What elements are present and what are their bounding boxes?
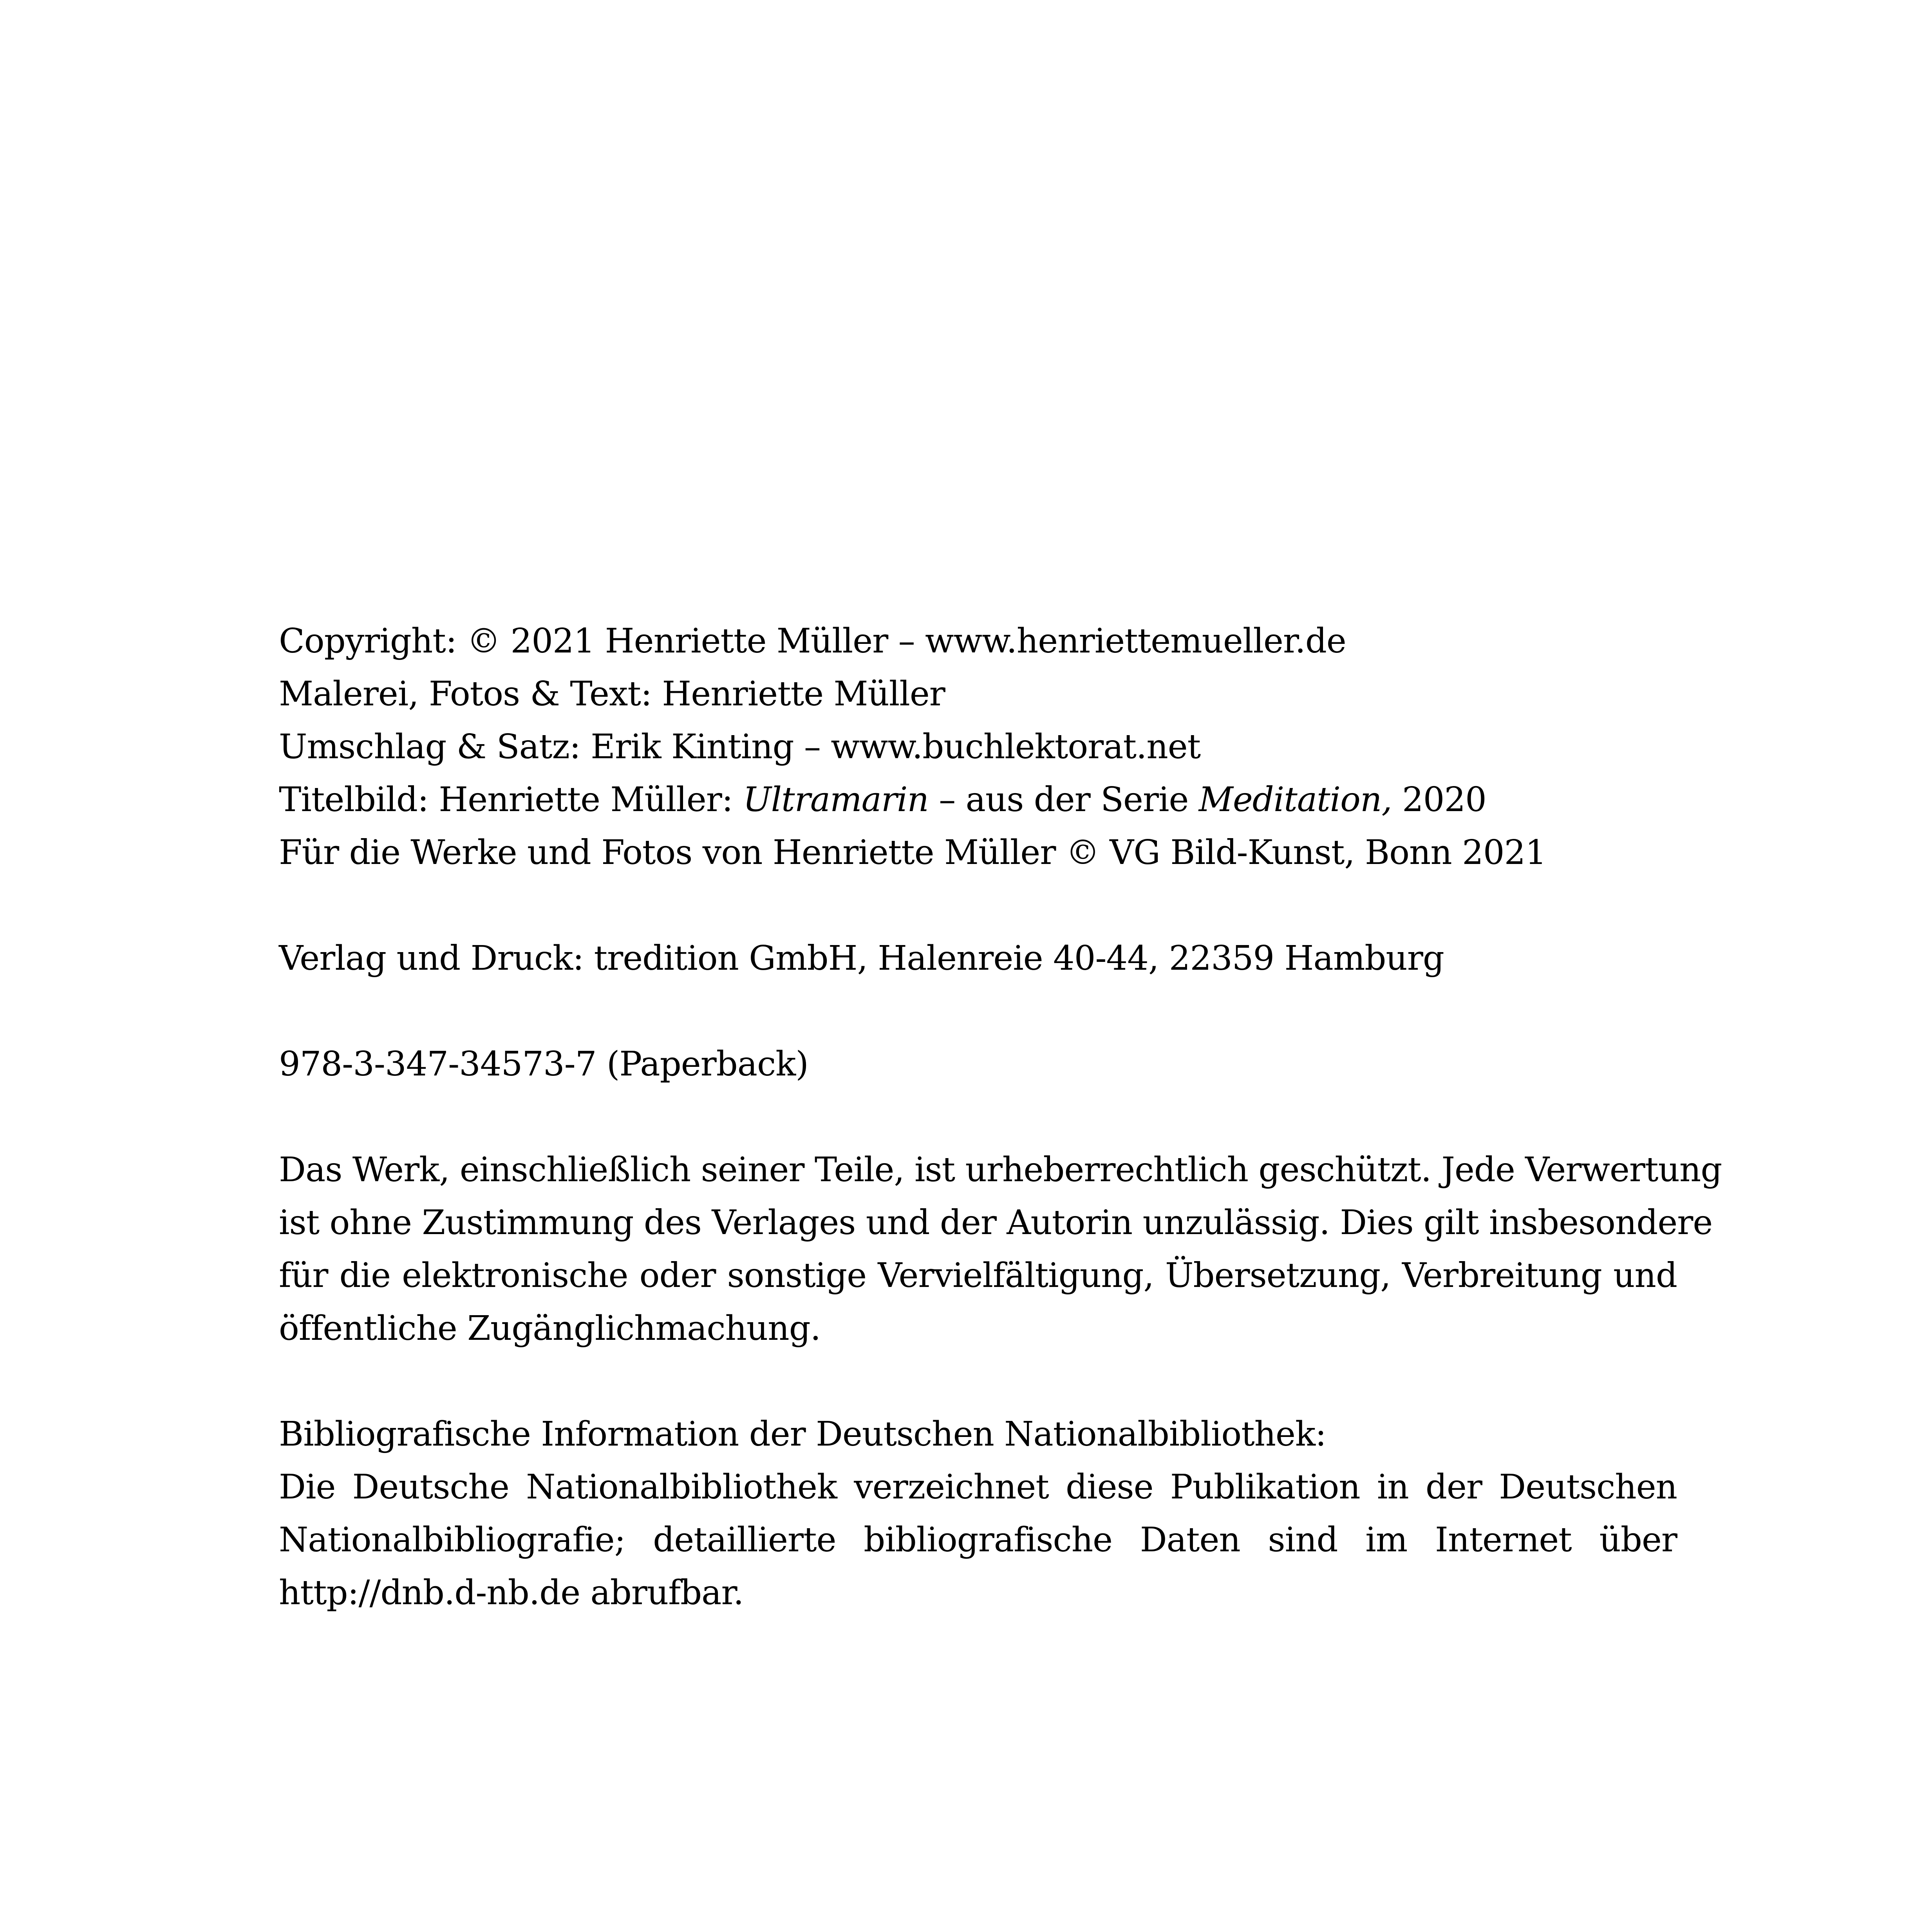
imprint-block bbox=[279, 615, 1722, 1619]
bibliographic-line: Die Deutsche Nationalbibliothek verzeichnet diese Publikation in der Deutschen bbox=[279, 1468, 1677, 1507]
bibliographic-url-line: http://dnb.d-nb.de abrufbar. bbox=[279, 1573, 744, 1612]
publisher-line: Verlag und Druck: tredition GmbH, Halenreie 40-44, 22359 Hamburg bbox=[279, 939, 1444, 978]
bibliographic-information bbox=[279, 1408, 1677, 1619]
cover-image-series: Meditation, bbox=[1198, 780, 1392, 819]
cover-image-middle: – aus der Serie bbox=[928, 780, 1199, 819]
spacer bbox=[279, 1355, 1677, 1408]
isbn-line: 978-3-347-34573-7 (Paperback) bbox=[279, 1045, 808, 1084]
spacer bbox=[279, 879, 1677, 932]
copyright-line: Copyright: © 2021 Henriette Müller – www.henriettemueller.de bbox=[279, 622, 1346, 661]
cover-image-year: 2020 bbox=[1392, 780, 1486, 819]
spacer bbox=[279, 985, 1677, 1038]
bibliographic-heading: Bibliografische Information der Deutschen Nationalbibliothek: bbox=[279, 1415, 1327, 1454]
spacer bbox=[279, 1091, 1677, 1144]
legal-notice-line: für die elektronische oder sonstige Vervielfältigung, Übersetzung, Verbreitung und bbox=[279, 1256, 1677, 1295]
bibliographic-line: Nationalbibliografie; detaillierte bibliografische Daten sind im Internet über bbox=[279, 1520, 1677, 1560]
rights-note: Für die Werke und Fotos von Henriette Müller © VG Bild-Kunst, Bonn 2021 bbox=[279, 833, 1547, 872]
painting-photos-text-credit: Malerei, Fotos & Text: Henriette Müller bbox=[279, 674, 945, 714]
legal-notice bbox=[279, 1144, 1722, 1355]
legal-notice-line: ist ohne Zustimmung des Verlages und der Autorin unzulässig. Dies gilt insbesondere bbox=[279, 1203, 1713, 1242]
legal-notice-line: öffentliche Zugänglichmachung. bbox=[279, 1309, 821, 1348]
cover-image-prefix: Titelbild: Henriette Müller: bbox=[279, 780, 743, 819]
cover-image-credit bbox=[279, 774, 1677, 826]
cover-typesetting-credit: Umschlag & Satz: Erik Kinting – www.buchlektorat.net bbox=[279, 727, 1201, 766]
cover-image-title: Ultramarin bbox=[743, 780, 929, 819]
legal-notice-line: Das Werk, einschließlich seiner Teile, ist urheberrechtlich geschützt. Jede Verwertung bbox=[279, 1150, 1722, 1189]
